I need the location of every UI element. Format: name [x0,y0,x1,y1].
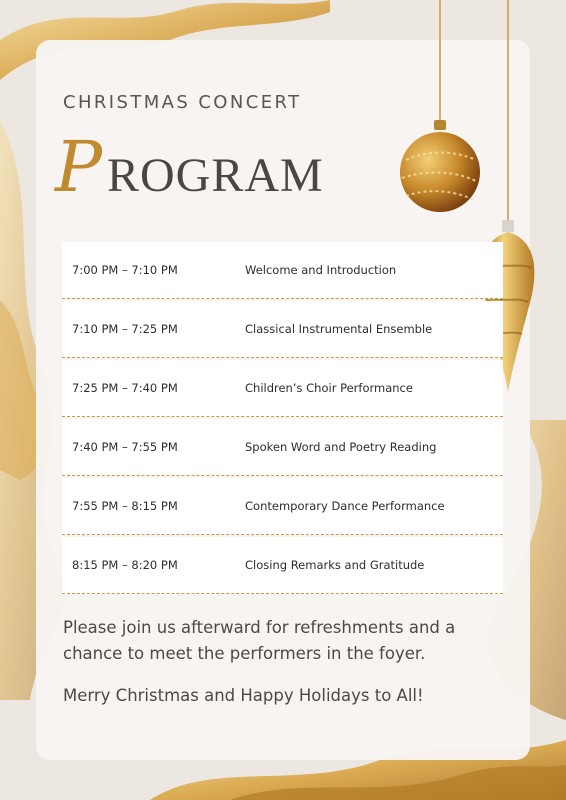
event-name: Closing Remarks and Gratitude [245,558,425,572]
schedule-row [62,419,503,476]
schedule-row [62,242,503,299]
refreshments-note: Please join us afterward for refreshments and a chance to meet the performers in the foyer. [63,618,456,663]
event-name: Welcome and Introduction [245,263,397,277]
time-slot: 7:25 PM – 7:40 PM [72,381,178,395]
schedule-row [62,301,503,358]
time-slot: 7:10 PM – 7:25 PM [72,322,178,336]
schedule-row [62,537,503,594]
concert-subtitle: CHRISTMAS CONCERT [63,92,302,113]
event-name: Contemporary Dance Performance [245,499,445,513]
title-initial: P [55,126,103,208]
schedule-row [62,360,503,417]
round-ornament-icon [398,0,482,218]
event-name: Classical Instrumental Ensemble [245,322,433,336]
title-rest: ROGRAM [107,149,324,202]
time-slot: 7:40 PM – 7:55 PM [72,440,178,454]
time-slot: 8:15 PM – 8:20 PM [72,558,178,572]
time-slot: 7:55 PM – 8:15 PM [72,499,178,513]
program-schedule [62,242,503,596]
schedule-row [62,478,503,535]
program-title [55,126,385,208]
holiday-greeting: Merry Christmas and Happy Holidays to All! [63,686,424,705]
event-name: Children’s Choir Performance [245,381,413,395]
event-name: Spoken Word and Poetry Reading [245,440,437,454]
time-slot: 7:00 PM – 7:10 PM [72,263,178,277]
